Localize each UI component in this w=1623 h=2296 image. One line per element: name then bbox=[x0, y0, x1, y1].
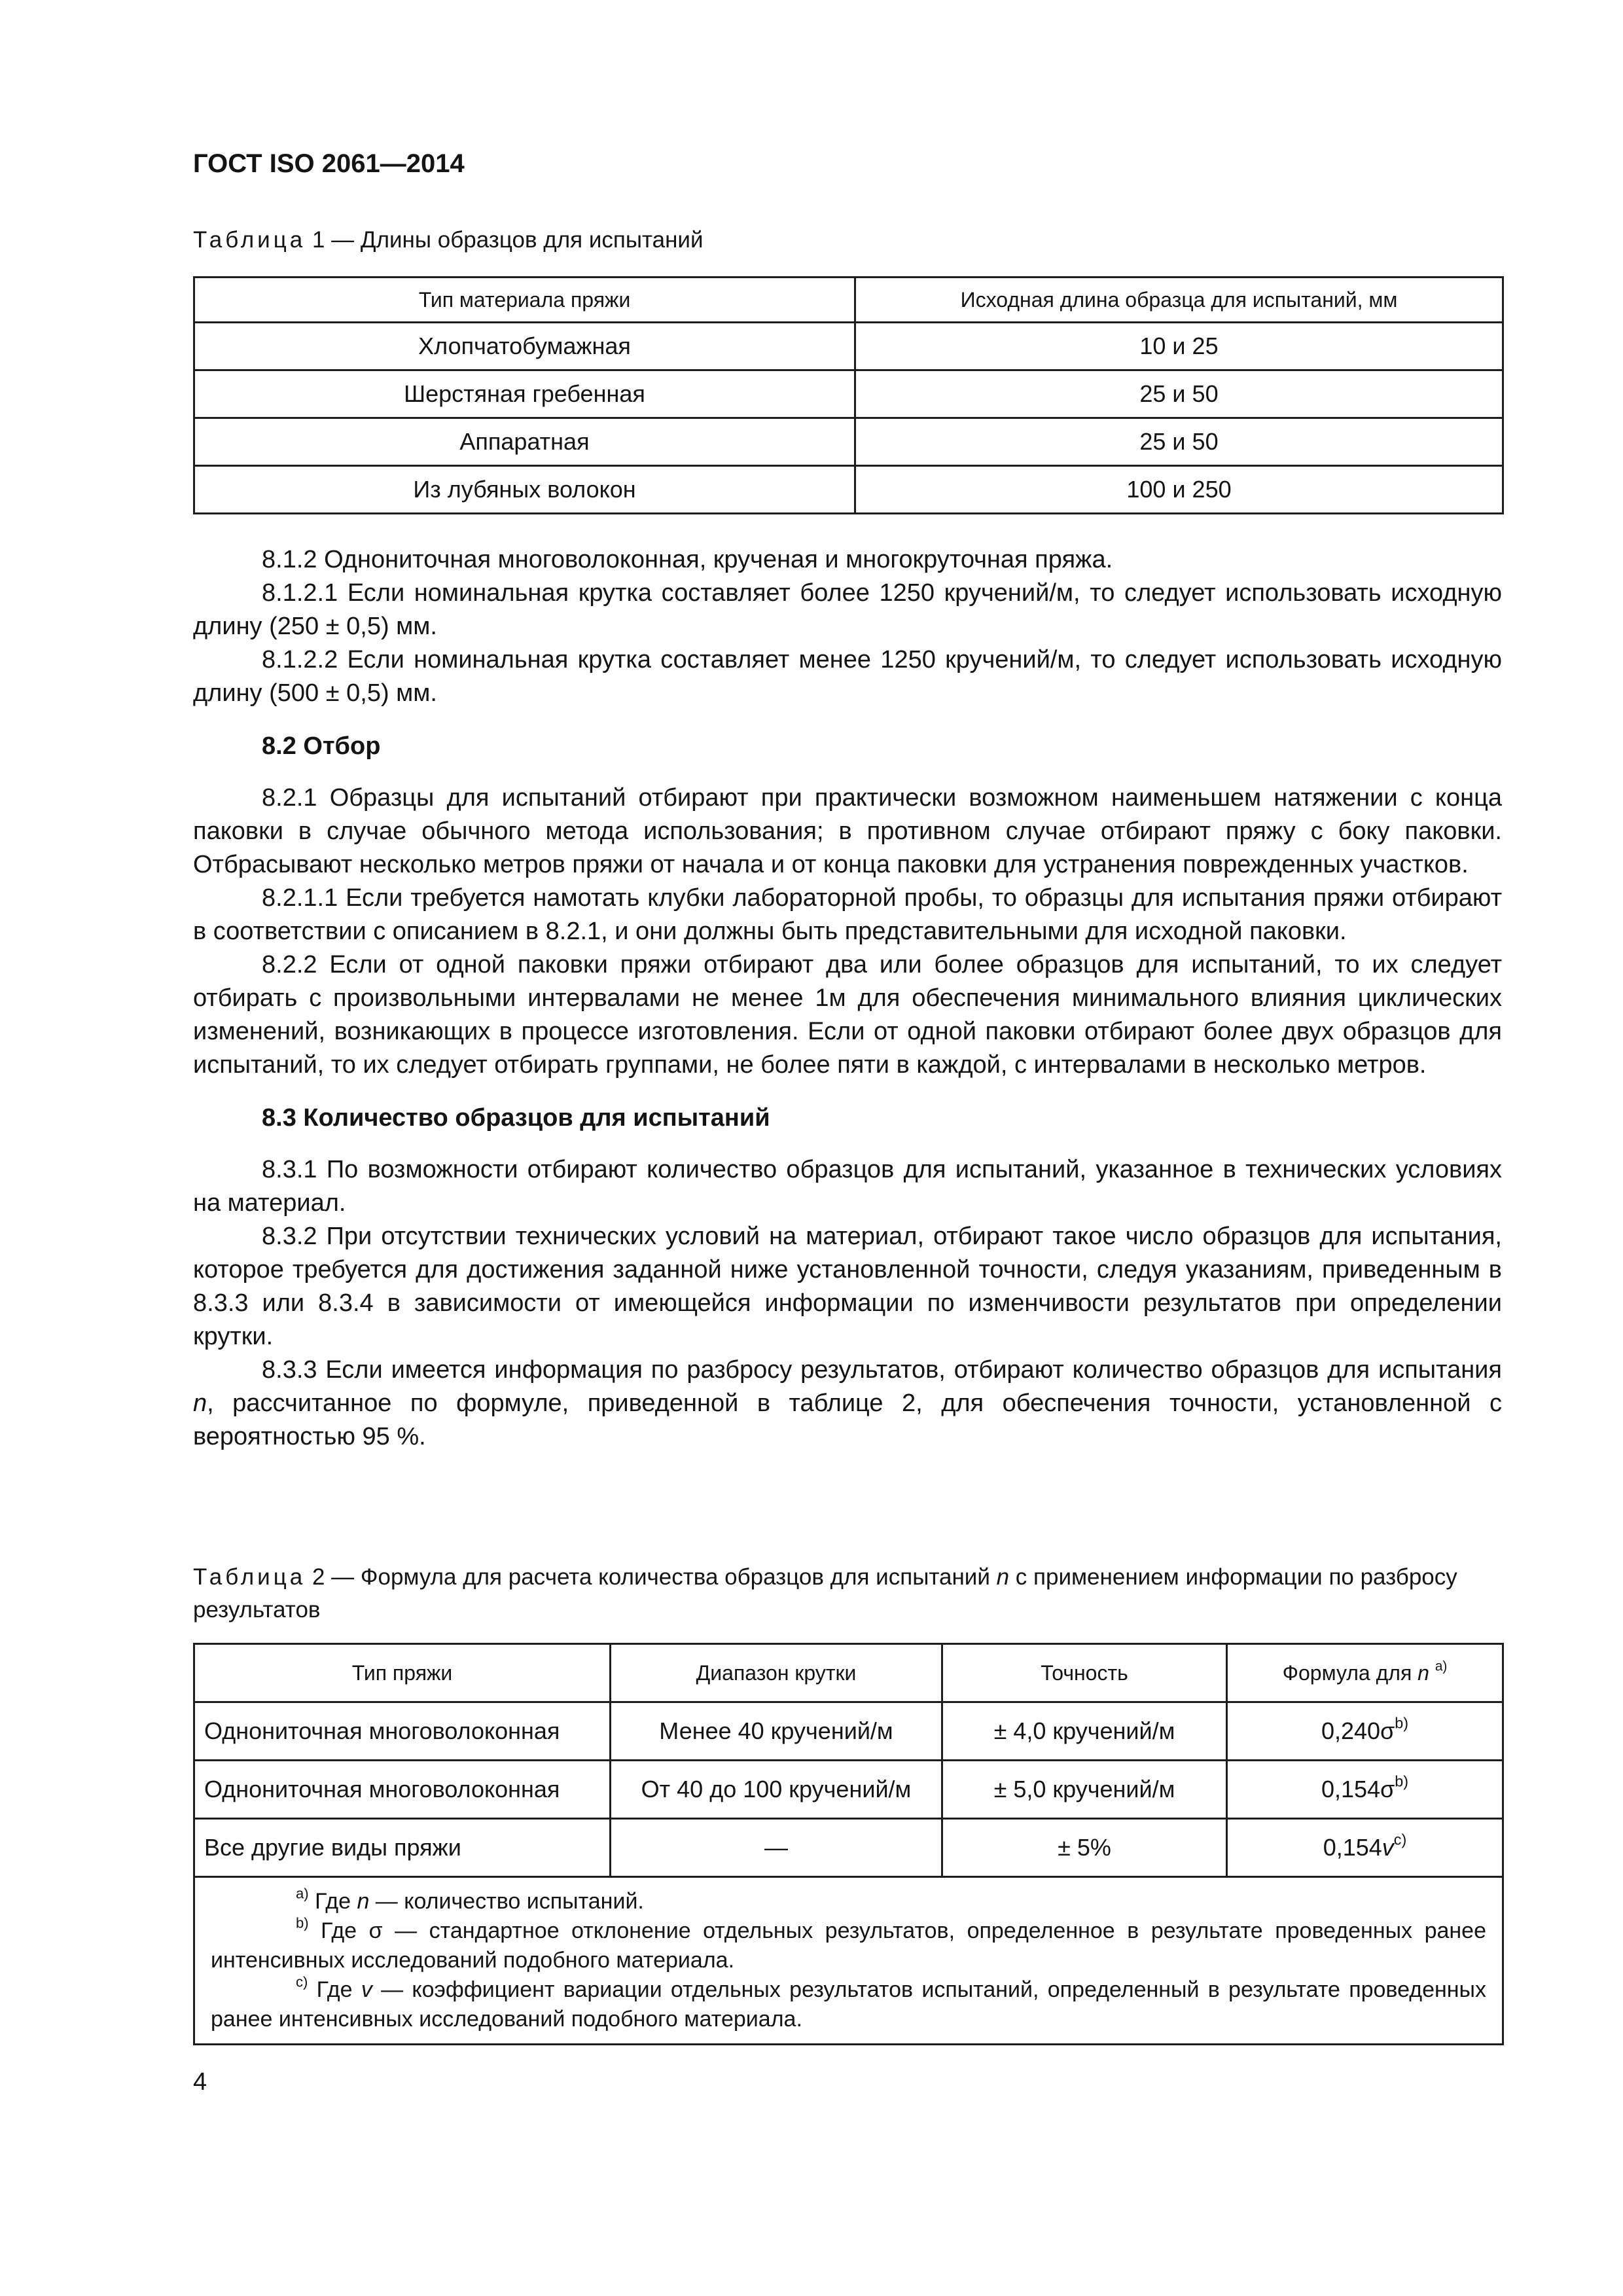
table2-cell-accuracy: ± 5,0 кручений/м bbox=[942, 1761, 1227, 1819]
table-row bbox=[194, 323, 1503, 370]
paragraph-8-1-2: 8.1.2 Однониточная многоволоконная, крученая и многокруточная пряжа. bbox=[262, 546, 1113, 573]
section-title-8-3: 8.3 Количество образцов для испытаний bbox=[262, 1104, 770, 1132]
paragraph-8-3-2: 8.3.2 При отсутствии технических условий на материал, отбирают такое число образцов для испытания, которое требуется для достижения заданной ниже установленной точности, следуя указаниям, приведенным в 8.3.3 или 8.3.4 в зависимости от имеющейся информации по изменчивости результатов при определении крутки. bbox=[193, 1223, 1502, 1350]
paragraph-8-3-3-text-b: , рассчитанное по формуле, приведенной в таблице 2, для обеспечения точности, установленной с вероятностью 95 %. bbox=[193, 1390, 1502, 1450]
variable-n: n bbox=[1418, 1660, 1429, 1685]
footnote-text: Где bbox=[308, 1977, 361, 2002]
table2-cell-type: Все другие виды пряжи bbox=[194, 1819, 611, 1877]
table2-col-range: Диапазон крутки bbox=[611, 1644, 942, 1702]
table-row bbox=[194, 466, 1503, 514]
table2-caption-text-b: с применением информации по разбросу результатов bbox=[193, 1564, 1457, 1623]
table1-header-row bbox=[194, 278, 1503, 323]
table2-col-formula-text: Формула для bbox=[1282, 1660, 1418, 1685]
footnote-mark: b) bbox=[296, 1914, 309, 1931]
paragraph-8-1-2-1: 8.1.2.1 Если номинальная крутка составляет более 1250 кручений/м, то следует использовать исходную длину (250 ± 0,5) мм. bbox=[193, 579, 1502, 640]
footnote-text: — количество испытаний. bbox=[369, 1889, 644, 1914]
formula-value: 0,154σ bbox=[1321, 1776, 1395, 1803]
footnote-mark: b) bbox=[1395, 1714, 1409, 1732]
table-sample-count-formula bbox=[193, 1643, 1504, 2045]
footnote-c bbox=[211, 1975, 1486, 2034]
paragraph-8-3-3-text-a: 8.3.3 Если имеется информация по разбросу результатов, отбирают количество образцов для испытания bbox=[262, 1356, 1502, 1384]
table-row bbox=[194, 418, 1503, 466]
footnote-a bbox=[211, 1887, 1486, 1916]
footnote-mark: a) bbox=[296, 1885, 309, 1902]
footnote-text: Где σ — стандартное отклонение отдельных результатов, определенное в результате проведенных ранее интенсивных исследований подобного материала. bbox=[211, 1918, 1486, 1973]
page-number: 4 bbox=[193, 2068, 207, 2096]
paragraph-8-1-2-2: 8.1.2.2 Если номинальная крутка составляет менее 1250 кручений/м, то следует использовать исходную длину (500 ± 0,5) мм. bbox=[193, 646, 1502, 707]
table-row bbox=[194, 1702, 1503, 1761]
paragraph-8-2-1-1: 8.2.1.1 Если требуется намотать клубки лабораторной пробы, то образцы для испытания пряжи отбирают в соответствии с описанием в 8.2.1, и они должны быть представительными для исходной паковки. bbox=[193, 884, 1502, 945]
footnote-text: — коэффициент вариации отдельных результатов испытаний, определенный в результате проведенных ранее интенсивных исследований подобного материала. bbox=[211, 1977, 1486, 2032]
table1-col-length: Исходная длина образца для испытаний, мм bbox=[855, 278, 1503, 323]
table1-cell: 10 и 25 bbox=[855, 323, 1503, 370]
paragraph-8-3-3 bbox=[193, 1354, 1502, 1454]
table2-notes-row bbox=[194, 1877, 1503, 2045]
table2-col-type: Тип пряжи bbox=[194, 1644, 611, 1702]
table1-cell: Из лубяных волокон bbox=[194, 466, 855, 514]
paragraph-8-3-1: 8.3.1 По возможности отбирают количество образцов для испытаний, указанное в технических условиях на материал. bbox=[193, 1156, 1502, 1217]
paragraph-8-2-2: 8.2.2 Если от одной паковки пряжи отбирают два или более образцов для испытаний, то их следует отбирать с произвольными интервалами не менее 1м для обеспечения минимального влияния циклических изменений, возникающих в процессе изготовления. Если от одной паковки отбирают более двух образцов для испытаний, то их следует отбирать группами, не более пяти в каждой, с интервалами в несколько метров. bbox=[193, 951, 1502, 1079]
table2-cell-formula bbox=[1227, 1761, 1503, 1819]
variable-v: v bbox=[361, 1977, 372, 2002]
footnote-b bbox=[211, 1916, 1486, 1975]
table2-cell-formula bbox=[1227, 1819, 1503, 1877]
table-row bbox=[194, 370, 1503, 418]
table1-caption-label: Таблица bbox=[193, 227, 306, 253]
table1-cell: Хлопчатобумажная bbox=[194, 323, 855, 370]
table2-caption-label: Таблица bbox=[193, 1564, 306, 1590]
table2-cell-type: Однониточная многоволоконная bbox=[194, 1702, 611, 1761]
table-row bbox=[194, 1761, 1503, 1819]
table1-col-material: Тип материала пряжи bbox=[194, 278, 855, 323]
table1-caption bbox=[193, 224, 1502, 257]
table2-cell-formula bbox=[1227, 1702, 1503, 1761]
table2-col-accuracy: Точность bbox=[942, 1644, 1227, 1702]
table2-footnotes bbox=[194, 1877, 1503, 2045]
variable-n: n bbox=[357, 1889, 370, 1914]
footnote-text: Где bbox=[308, 1889, 357, 1914]
table2-cell-range: От 40 до 100 кручений/м bbox=[611, 1761, 942, 1819]
table2-caption-var: n bbox=[996, 1564, 1010, 1590]
body-text bbox=[193, 543, 1502, 1454]
table1-cell: 100 и 250 bbox=[855, 466, 1503, 514]
footnote-mark: c) bbox=[1393, 1831, 1407, 1848]
table1-cell: Шерстяная гребенная bbox=[194, 370, 855, 418]
formula-value: 0,154 bbox=[1323, 1834, 1382, 1861]
table2-caption bbox=[193, 1561, 1502, 1626]
table2-caption-text-a: 2 — Формула для расчета количества образцов для испытаний bbox=[306, 1564, 997, 1590]
table2-cell-accuracy: ± 4,0 кручений/м bbox=[942, 1702, 1227, 1761]
formula-value: 0,240σ bbox=[1321, 1717, 1395, 1744]
section-title-8-2: 8.2 Отбор bbox=[262, 732, 381, 760]
table1-cell: 25 и 50 bbox=[855, 418, 1503, 466]
table2-cell-type: Однониточная многоволоконная bbox=[194, 1761, 611, 1819]
variable-n: n bbox=[193, 1390, 207, 1417]
table2-col-formula bbox=[1227, 1644, 1503, 1702]
table-row bbox=[194, 1819, 1503, 1877]
footnote-mark: c) bbox=[296, 1973, 308, 1990]
table1-cell: Аппаратная bbox=[194, 418, 855, 466]
footnote-mark: a) bbox=[1435, 1658, 1448, 1674]
footnote-mark: b) bbox=[1395, 1772, 1409, 1790]
table1-caption-text: 1 — Длины образцов для испытаний bbox=[306, 227, 704, 253]
variable-v: v bbox=[1382, 1834, 1394, 1861]
table2-cell-accuracy: ± 5% bbox=[942, 1819, 1227, 1877]
table2-cell-range: Менее 40 кручений/м bbox=[611, 1702, 942, 1761]
table1-cell: 25 и 50 bbox=[855, 370, 1503, 418]
table2-cell-range: — bbox=[611, 1819, 942, 1877]
table-sample-lengths bbox=[193, 276, 1504, 514]
table2-header-row bbox=[194, 1644, 1503, 1702]
document-header: ГОСТ ISO 2061—2014 bbox=[193, 149, 465, 178]
paragraph-8-2-1: 8.2.1 Образцы для испытаний отбирают при практически возможном наименьшем натяжении с конца паковки в случае обычного метода использования; в противном случае отбирают пряжу с боку паковки. Отбрасывают несколько метров пряжи от начала и от конца паковки для устранения поврежденных участков. bbox=[193, 784, 1502, 878]
